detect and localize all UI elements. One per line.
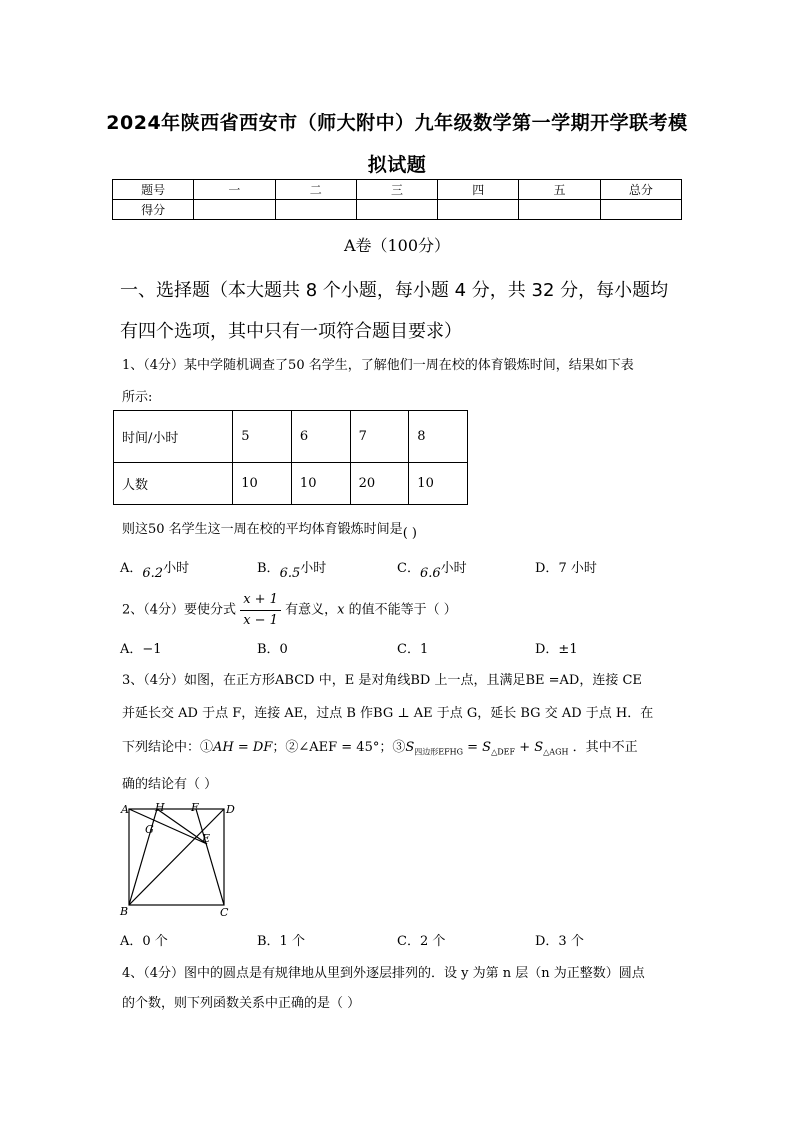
line-ae: [129, 809, 207, 844]
fraction-numerator: x + 1: [240, 590, 281, 611]
score-input-cell[interactable]: [356, 200, 437, 220]
fraction-denominator: x − 1: [243, 613, 278, 628]
q3-formula: S: [405, 740, 415, 755]
q3-option-c[interactable]: C．2 个: [397, 934, 446, 949]
q3-option-a[interactable]: A．0 个: [120, 934, 168, 949]
q3-formula: = S: [463, 740, 492, 755]
section-heading: 一、选择题（本大题共 8 个小题，每小题 4 分，共 32 分，每小题均: [120, 280, 669, 301]
q1-table-row: [114, 463, 468, 505]
score-cell: 五: [519, 180, 600, 200]
q2-option-c[interactable]: C．1: [397, 642, 429, 657]
q2-text: [122, 590, 457, 631]
q3-formula: AH = DF: [213, 740, 273, 755]
score-input-cell[interactable]: [600, 200, 681, 220]
label-f: F: [191, 801, 199, 814]
q3-subscript: △AGH: [543, 747, 569, 757]
label-h: H: [155, 801, 165, 814]
score-cell: 总分: [600, 180, 681, 200]
q3-option-b[interactable]: B．1 个: [257, 934, 305, 949]
score-cell: 一: [194, 180, 275, 200]
q1-table-cell: 5: [233, 411, 292, 463]
page-title-line2: 拟试题: [367, 154, 427, 176]
answer-bracket: ( ): [402, 526, 417, 541]
q1-table-cell: 10: [291, 463, 350, 505]
q1-table-cell: 10: [409, 463, 468, 505]
option-unit: 7 小时: [558, 561, 597, 576]
score-cell: 二: [275, 180, 356, 200]
q2-suffix: 有意义，: [285, 602, 338, 618]
q1-data-table: [113, 410, 468, 505]
q1-table-cell: 20: [350, 463, 409, 505]
q3-text-line3: [122, 736, 638, 758]
q1-table-cell: 7: [350, 411, 409, 463]
q4-text-line2: 的个数，则下列函数关系中正确的是（ ）: [122, 996, 361, 1011]
q1-text-line2: 所示:: [122, 390, 153, 405]
score-table: [112, 179, 682, 220]
label-b: B: [120, 905, 129, 918]
option-letter: B．: [257, 561, 280, 576]
section-heading-line2: 有四个选项，其中只有一项符合题目要求）: [120, 321, 462, 342]
q1-table-row: [114, 411, 468, 463]
q2-option-d[interactable]: D．±1: [535, 642, 578, 657]
q3-text-line2: 并延长交 AD 于点 F，连接 AE，过点 B 作BG ⊥ AE 于点 G，延长 BG 交 AD 于点 H．在: [122, 706, 654, 721]
q1-option-a[interactable]: [120, 557, 190, 581]
q3-seg: ；②∠AEF = 45°；③: [272, 740, 406, 755]
q1-table-cell: 人数: [114, 463, 233, 505]
option-letter: D．: [535, 561, 559, 576]
q2-option-a[interactable]: A．−1: [120, 642, 162, 657]
q1-table-cell: 6: [291, 411, 350, 463]
q4-text: 4、（4分）图中的圆点是有规律地从里到外逐层排列的．设 y 为第 n 层（n 为正整数）圆点: [122, 966, 645, 981]
label-c: C: [220, 906, 229, 919]
label-a: A: [121, 803, 129, 816]
option-value: 6.5: [279, 566, 301, 581]
q1-table-cell: 8: [409, 411, 468, 463]
q2-variable: x: [337, 602, 345, 618]
q3-text: 3、（4分）如图，在正方形ABCD 中，E 是对角线BD 上一点，且满足BE =AD，连接 CE: [122, 673, 642, 688]
q1-option-b[interactable]: [257, 557, 327, 581]
score-table-header-row: [113, 180, 682, 200]
q3-subscript: 四边形EFHG: [414, 747, 464, 757]
label-g: G: [145, 823, 154, 836]
option-unit: 小时: [163, 561, 190, 576]
q3-seg: 下列结论中：①: [122, 740, 214, 755]
label-d: D: [226, 803, 235, 816]
score-input-cell[interactable]: [438, 200, 519, 220]
q3-seg: ．其中不正: [568, 740, 638, 755]
q3-text-line4: 确的结论有（ ）: [122, 777, 218, 792]
q1-table-cell: 10: [233, 463, 292, 505]
line-he: [157, 809, 207, 844]
q1-option-d[interactable]: [535, 557, 597, 576]
score-cell: 得分: [113, 200, 194, 220]
q3-option-d[interactable]: D．3 个: [535, 934, 584, 949]
q3-square-figure: [115, 800, 245, 922]
option-letter: C．: [397, 561, 420, 576]
score-cell: 四: [438, 180, 519, 200]
q1-stem-text: 则这50 名学生这一周在校的平均体育锻炼时间是: [122, 522, 403, 537]
q2-suffix: 的值不能等于（ ）: [344, 602, 457, 618]
q3-subscript: △DEF: [491, 747, 516, 757]
q2-prefix: 2、（4分）要使分式: [122, 602, 237, 618]
score-table-score-row: [113, 200, 682, 220]
q2-fraction: [240, 590, 281, 631]
paper-a-heading: A卷（100分）: [343, 236, 451, 255]
score-input-cell[interactable]: [194, 200, 275, 220]
option-value: 6.6: [419, 566, 441, 581]
option-unit: 小时: [440, 561, 467, 576]
option-value: 6.2: [142, 566, 164, 581]
q1-option-c[interactable]: [397, 557, 467, 581]
q2-option-b[interactable]: B．0: [257, 642, 288, 657]
q1-text: 1、（4分）某中学随机调查了50 名学生，了解他们一周在校的体育锻炼时间，结果如下表: [122, 358, 634, 373]
score-input-cell[interactable]: [275, 200, 356, 220]
page-title: 2024年陕西省西安市（师大附中）九年级数学第一学期开学联考模: [106, 112, 688, 134]
q1-table-cell: 时间/小时: [114, 411, 233, 463]
label-e: E: [202, 832, 211, 845]
score-cell: 题号: [113, 180, 194, 200]
score-input-cell[interactable]: [519, 200, 600, 220]
q3-formula: + S: [515, 740, 544, 755]
option-unit: 小时: [300, 561, 327, 576]
q1-stem: [122, 518, 417, 541]
score-cell: 三: [356, 180, 437, 200]
option-letter: A．: [120, 561, 143, 576]
